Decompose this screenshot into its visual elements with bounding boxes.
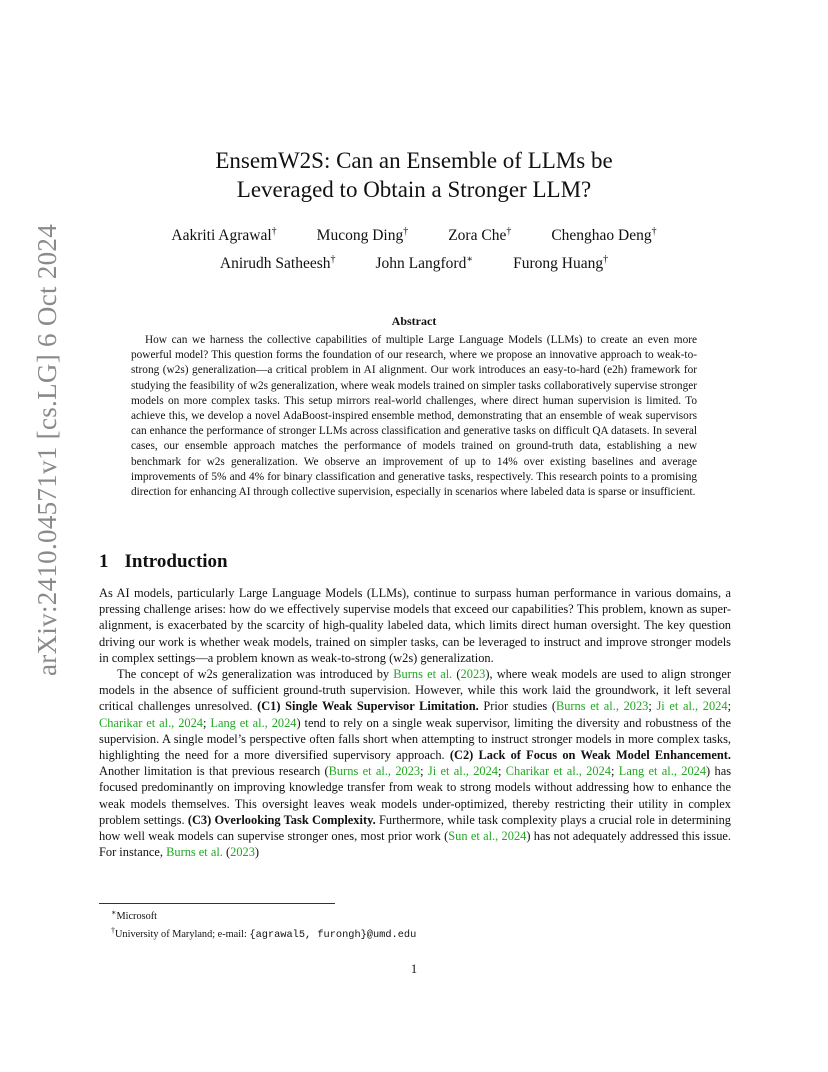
citation-link[interactable]: 2023 [460, 667, 486, 682]
citation-link[interactable]: 2023 [230, 845, 255, 860]
footnote-1: ∗Microsoft [111, 908, 158, 922]
title-line-1: EnsemW2S: Can an Ensemble of LLMs be [215, 148, 613, 173]
citation-link[interactable]: Lang et al., 2024 [618, 764, 707, 779]
intro-paragraph-1: As AI models, particularly Large Language Models (LLMs), continue to surpass human performance in various domains, a pressing challenge arises: how do we effectively supervise models that exceed our capabilities? This problem, known as super-alignment, is exacerbated by the scarcity of high-quality labeled data, which limits direct human oversight. The key question driving our work is whether weak models, trained on simpler tasks, can be leveraged to instruct and improve stronger models in complex settings—a problem known as weak-to-strong (w2s) generalization. [99, 586, 731, 665]
challenge-heading: (C3) Overlooking Task Complexity. [187, 812, 376, 827]
citation-link[interactable]: Charikar et al., 2024 [505, 764, 611, 779]
abstract-text: How can we harness the collective capabilities of multiple Large Language Models (LLMs) to create an even more powerful model? This question forms the foundation of our research, where we propose an innovative approach to weak-to-strong (w2s) generalization—a critical problem in AI alignment. Our work introduces an easy-to-hard (e2h) framework for studying the feasibility of w2s generalization, where weak models trained on simpler tasks collaboratively supervise stronger models on more complex tasks. This setup mirrors real-world challenges, where direct human supervision is limited. To achieve this, we develop a novel AdaBoost-inspired ensemble method, demonstrating that an ensemble of weak supervisors can enhance the performance of stronger LLMs across classification and generative tasks on difficult QA datasets. In several cases, our ensemble approach matches the performance of models trained on ground-truth data, establishing a new benchmark for w2s generalization. We observe an improvement of up to 14% over existing baselines and average improvements of 5% and 4% for binary classification and generative tasks, respectively. This research points to a promising direction for enhancing AI through collective supervision, especially in scenarios where labeled data is sparse or insufficient. [131, 334, 697, 499]
author-row-2 [100, 246, 728, 274]
section-number: 1 [99, 551, 109, 572]
arxiv-identifier: arXiv:2410.04571v1 [cs.LG] 6 Oct 2024 [32, 223, 62, 676]
author: Chenghao Deng† [551, 226, 657, 244]
citation-link[interactable]: Burns et al. [166, 845, 223, 860]
page-number: 1 [410, 962, 418, 976]
citation-link[interactable]: Burns et al. [393, 667, 453, 682]
citation-link[interactable]: Burns et al., 2023 [328, 764, 421, 779]
abstract-heading: Abstract [391, 314, 437, 328]
challenge-heading: (C1) Single Weak Supervisor Limitation. [257, 699, 479, 714]
challenge-heading: (C2) Lack of Focus on Weak Model Enhancement. [449, 748, 731, 763]
citation-link[interactable]: Sun et al., 2024 [448, 829, 527, 844]
section-title: Introduction [124, 551, 228, 572]
author: Aakriti Agrawal† [171, 226, 277, 244]
footnote-divider [99, 903, 335, 904]
author: Mucong Ding† [316, 226, 409, 244]
citation-link[interactable]: Lang et al., 2024 [210, 715, 297, 730]
author: Zora Che† [448, 226, 512, 244]
section-heading [99, 551, 228, 573]
author: John Langford∗ [375, 254, 474, 272]
citation-link[interactable]: Ji et al., 2024 [427, 764, 498, 779]
email-address: {agrawal5, furongh}@umd.edu [249, 929, 417, 941]
author: Furong Huang† [513, 254, 609, 272]
author-row-1 [100, 218, 728, 246]
footnote-2: †University of Maryland; e-mail: {agrawal5, furongh}@umd.edu [111, 926, 417, 941]
footnotes [111, 906, 416, 942]
author-list [100, 218, 728, 274]
citation-link[interactable]: Burns et al., 2023 [555, 699, 649, 714]
title-line-2: Leveraged to Obtain a Stronger LLM? [236, 177, 592, 202]
intro-paragraph-2: The concept of w2s generalization was introduced by Burns et al. (2023), where weak models are used to align stronger models in the absence of sufficient ground-truth supervision. However, while this work laid the groundwork, it left several critical challenges unresolved. (C1) Single Weak Supervisor Limitation. Prior studies (Burns et al., 2023; Ji et al., 2024; Charikar et al., 2024; Lang et al., 2024) tend to rely on a single weak supervisor, limiting the diversity and robustness of the supervision. A single model’s perspective often falls short when attempting to instruct stronger models in more complex tasks, highlighting the need for a more diversified supervisory approach. (C2) Lack of Focus on Weak Model Enhancement. Another limitation is that previous research (Burns et al., 2023; Ji et al., 2024; Charikar et al., 2024; Lang et al., 2024) has focused predominantly on improving knowledge transfer from weak to strong models without addressing how to enhance the weak models themselves. This oversight leaves weak models under-optimized, thereby restricting their utility in complex problem settings. (C3) Overlooking Task Complexity. Furthermore, while task complexity plays a crucial role in determining how well weak models can supervise stronger ones, most prior work (Sun et al., 2024) has not adequately addressed this issue. For instance, Burns et al. (2023) [99, 667, 732, 860]
introduction-body [99, 585, 731, 860]
author: Anirudh Satheesh† [219, 254, 336, 272]
citation-link[interactable]: Ji et al., 2024 [656, 699, 728, 714]
citation-link[interactable]: Charikar et al., 2024 [99, 715, 203, 730]
paper-title [100, 146, 728, 204]
